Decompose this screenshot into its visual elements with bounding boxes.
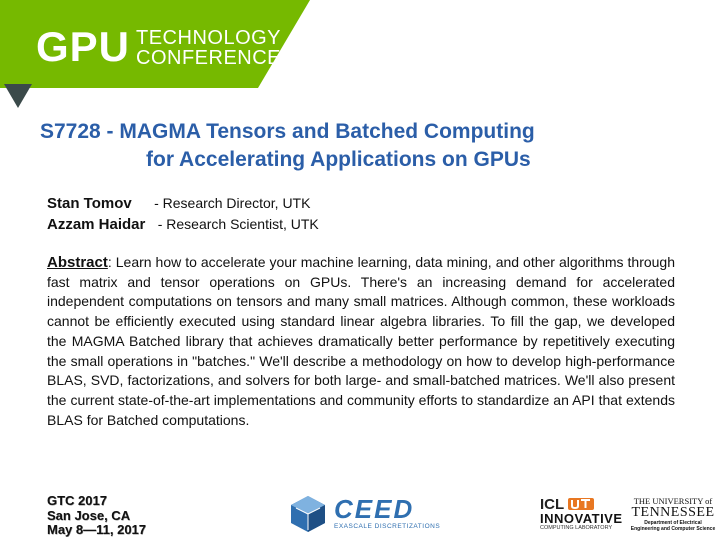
ceed-logo: [288, 494, 441, 534]
conference-logo-text: [136, 28, 281, 68]
talk-title: [40, 118, 700, 174]
ceed-wordmark: CEED: [334, 494, 415, 524]
ut-mark-icon: [568, 497, 594, 511]
author-name: Stan Tomov: [47, 195, 132, 212]
abstract-label: Abstract: [47, 254, 108, 271]
abstract-text: Learn how to accelerate your machine learning, data mining, and other algorithms through fast matrix and tensor operations on GPUs. There's an increasing demand for accelerated independent computations on tensors and many small matrices. Although common, these workloads cannot be efficiently executed using standard linear algebra libraries. To fill the gap, we developed the MAGMA Batched library that achieves dramatically better performance by repetitively executing the small operations in "batches." We'll describe a methodology on how to develop high-performance BLAS, SVD, factorizations, and solvers for both large- and small-batched matrices. We'll also present the current state-of-the-art implementations and community efforts to standardize an API that extends BLAS for Batched computations.: [47, 254, 676, 428]
icl-logo: [540, 497, 630, 537]
ut-line1: THE UNIVERSITY of: [633, 496, 713, 506]
author-role: - Research Director, UTK: [154, 195, 311, 211]
event-dates: May 8—11, 2017: [47, 522, 147, 537]
ceed-tagline: EXASCALE DISCRETIZATIONS: [334, 523, 441, 530]
gpu-logo: GPU: [36, 23, 131, 70]
author-name: Azzam Haidar: [47, 216, 146, 233]
ceed-cube-icon: [288, 494, 328, 534]
event-name: GTC 2017: [47, 493, 107, 508]
author-1: [47, 193, 310, 214]
triangle-marker-icon: [4, 84, 32, 115]
abstract: Abstract: Learn how to accelerate your machine learning, data mining, and other algorithms through fast matrix and tensor operations on GPUs. There's an increasing demand for accelerated independent computations on tensors and many small matrices. Although common, these workloads cannot be efficiently executed using standard linear algebra libraries. To fill the gap, we developed the MAGMA Batched library that achieves dramatically better performance by repetitively executing the small operations in "batches." We'll describe a methodology on how to develop high-performance BLAS, SVD, factorizations, and solvers for both large- and small-batched matrices. We'll also present the current state-of-the-art implementations and community efforts to standardize an API that extends BLAS for Batched computations.: [47, 254, 676, 428]
ut-logo: [630, 497, 716, 537]
talk-title-line1: S7728 - MAGMA Tensors and Batched Computing: [40, 120, 535, 143]
conference-banner: [0, 0, 310, 88]
icl-innovative: INNOVATIVE: [540, 511, 623, 526]
logo-line-technology: TECHNOLOGY: [136, 27, 282, 49]
logo-line-conference: CONFERENCE: [136, 47, 282, 69]
ut-line2: TENNESSEE: [631, 505, 715, 520]
icl-wordmark: ICL: [540, 496, 564, 513]
event-location: San Jose, CA: [47, 507, 131, 523]
icl-subtitle: COMPUTING LABORATORY: [540, 525, 613, 531]
author-role: - Research Scientist, UTK: [157, 216, 319, 232]
ut-department: Department of Electrical Engineering and Computer Science: [630, 520, 716, 532]
author-2: [47, 214, 319, 235]
event-info: [47, 494, 146, 538]
talk-title-line2: for Accelerating Applications on GPUs: [146, 148, 531, 171]
